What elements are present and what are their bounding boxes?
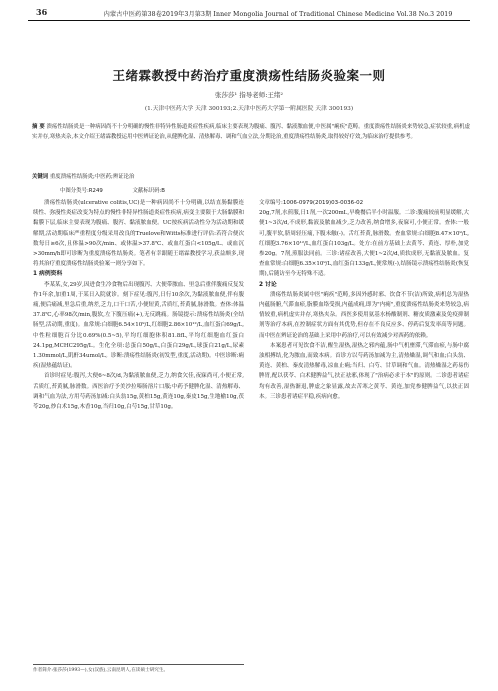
discussion-paragraph: 本案患者可见饮食不洁,醒生湿热,湿热之邪内蕴,肠中气机壅滞,气滞血瘀,与肠中腐浊相搏结,化为脓血,而致本病。首诊方以芍药汤加减为主,清热燥湿,调气和血;白头翁、黄连、黄柏、秦皮清热解毒,凉血止痢;当归、白芍、甘草调和气血。清热燥湿之药易伤脾胃,配以茯苓、白术健脾益气,扶正祛邪,体现了"治病必求于本"的原则。二诊患者诸症均有改善,湿热渐退,脾虚之象显露,故去苦寒之黄芩、黄连,加党参健脾益气,以扶正固本。三诊患者诸症平稳,疾病向愈。: [259, 342, 469, 400]
article-title: 王绪霖教授中药治疗重度溃疡性结肠炎验案一则: [112, 68, 386, 83]
classification-line: [60, 186, 193, 194]
document-code: 文献标识码:B: [132, 188, 165, 194]
keywords: [32, 172, 470, 180]
abstract-label: 摘 要: [32, 124, 45, 130]
article-authors: 张莎莎¹ 指导老师:王绪²: [215, 91, 283, 99]
case-paragraph: 首诊时症见:腹泻,大便6~8次/d,为黏液脓血便,乏力,纳食欠佳,夜寐尚可,小便正常,舌质红,苔黄腻,脉滑数。西医治疗予美沙拉嗪肠溶片口服;中药予健脾化湿、清热解毒、调和气血为法,方用芍药汤加减:白头翁15g,黄柏15g,黄连10g,秦皮15g,生地榆10g,茯苓20g,炒白术15g,木香10g,当归10g,白芍15g,甘草10g。: [33, 373, 244, 411]
author-footnote: 作者简介:张莎莎(1993—),女(汉族),云南昆明人,在读硕士研究生。: [33, 664, 244, 674]
running-header: [28, 6, 470, 21]
case-paragraph: 李某某,女,29岁,因进食生冷食物后出现腹泻、大便带脓血、里急后重伴腹痛反复发作1年余,加重1周,于某日入院就诊。刻下症见:腹泻,日行10余次,为黏液脓血便,伴有腹痛,便后痛减,里急后重,纳差,乏力,口干口苦,小便短黄,舌质红,苔黄腻,脉滑数。查体:体温37.8℃,心率98次/min,腹软,左下腹压痛(+),无反跳痛。肠镜提示:溃疡性结肠炎(全结肠型,活动期,重度)。血常规:白细胞6.54×10⁹/L,红细胞2.86×10¹²/L,血红蛋白69g/L,中性粒细胞百分比0.69%(0.5~5),平均红细胞体积81.8fL,平均红细胞血红蛋白24.1pg,MCHC295g/L。生化全项:总蛋白50g/L,白蛋白29g/L,球蛋白21g/L,尿素1.30mmol/L,肌酐34umol/L。诊断:溃疡性结肠炎(初发型,重度,活动期)。中医诊断:痢疾(湿热蕴结证)。: [33, 281, 244, 370]
discussion-paragraph: 溃疡性结肠炎属中医"痢疾"范畴,多因外感时邪、饮食不节(洁)所致,病机总为湿热内蕴肠腑,气滞血瘀,脂膜血络受损,内蕴成痈,即为"内痈",重度溃疡性结肠炎来势较急,病情较重,病机虚实并存,寒热夹杂。西医多使用氨基水杨酸制剂、糖皮质激素及免疫抑制剂等治疗本病,在控制症状方面有其优势,但存在不良反应多、停药后复发率高等问题。而中医在辨证论治的基础上采用中药治疗,可以有效减少对西药的依赖。: [259, 291, 469, 339]
abstract: [32, 123, 470, 143]
section-heading-discussion: 2 讨论: [259, 281, 277, 288]
page-number: 36: [36, 7, 48, 17]
keywords-label: 关键词: [32, 174, 49, 180]
keywords-text: 重度溃疡性结肠炎;中医药;辨证论治: [49, 174, 135, 180]
article-affiliation: (1.天津中医药大学 天津 300193;2.天津中医药大学第一附属医院 天津 300193): [144, 106, 354, 112]
article-number: 文章编号:1006-0979(2019)03-0036-02: [259, 200, 364, 206]
section-heading-case: 1 病例资料: [33, 271, 63, 278]
intro-paragraph: 溃疡性结肠炎(ulcerative colitis,UC)是一种病因尚不十分明确,以结直肠黏膜连续性、弥漫性炎症改变为特点的慢性非特异性肠道炎症性疾病,病变主要限于大肠黏膜和黏膜下层,临床主要表现为腹痛、腹泻、黏液脓血便。UC按疾病活动性分为活动期和缓解期,活动期临床严重程度分级采用改良的Truelove和Witts标准进行评估:若符合便次数每日≥6次,且体温>90次/min、或体温>37.8℃、或血红蛋白<105g/L、或血沉>30mm/h即可诊断为重度溃疡性结肠炎。笔者有幸跟随王绪霖教授学习,获益颇多,现将其治疗重度溃疡性结肠炎验案一则分享如下。: [33, 200, 244, 268]
left-column: [33, 198, 244, 658]
clc-number: 中图分类号:R249: [60, 188, 103, 194]
right-column: [259, 198, 469, 658]
abstract-text: 溃疡性结肠炎是一种病因尚不十分明确的慢性非特异性肠道炎症性疾病,临床主要表现为腹痛、腹泻、黏液脓血便,中医属"痢疾"范畴。重度溃疡性结肠炎来势较急,症状较重,病机虚实并存,寒热夹杂,本文介绍王绪霖教授运用中医辨证论治,从健脾化湿、清热解毒、调和气血立法,分期论治,重度溃疡性结肠炎,取得较好疗效,为临床治疗提供参考。: [32, 124, 470, 140]
journal-title: 内蒙古中医药第38卷2019年3月第3期 Inner Mongolia Journal of Traditional Chinese Medicine Vol.38 No.3 2019: [103, 11, 453, 18]
case-continued-paragraph: 20g,7剂,水煎服,日1剂,一次200mL,早晚餐后半小时温服。二诊:腹痛较前明显缓解,大便1~3次/d,不成形,黏液及脓血减少,乏力改善,纳食增多,夜寐可,小便正常。查体:一般可,腹平软,脐周轻压痛,下腹未触(-)。舌红苔黄,脉滑数。查血常规:白细胞8.47×10⁹/L,红细胞3.76×10¹²/L,血红蛋白103g/L。处方:在前方基础上去黄芩、黄连、厚朴,加党参20g。7剂,煎服法同前。三诊:诸症改善,大便1~2次/d,质软成形,无黏液及脓血。复查血常规:白细胞6.35×10⁹/L,血红蛋白133g/L,便常规(-),结肠镜示溃疡性结肠炎(恢复期),后随访至今无特殊不适。: [259, 210, 469, 278]
